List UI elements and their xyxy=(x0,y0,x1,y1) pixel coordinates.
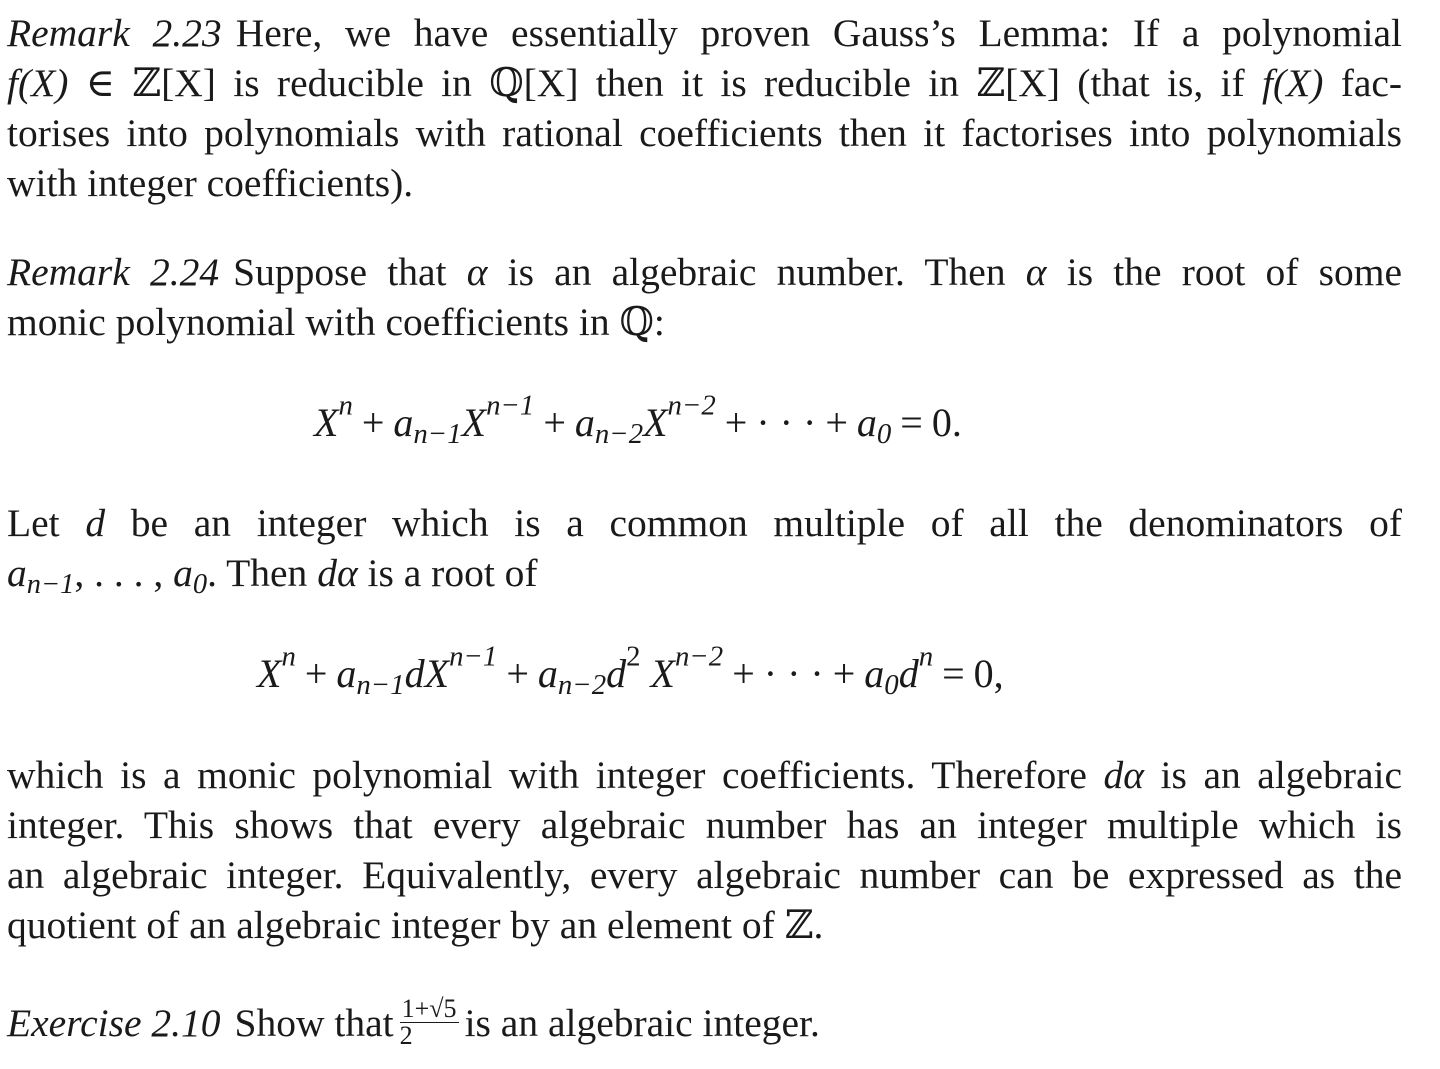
math-op: + xyxy=(825,400,848,445)
text: be an integer which is a common multiple of all the denominators of xyxy=(130,501,1403,545)
math-op: + xyxy=(506,651,529,696)
math-sup: n−1 xyxy=(449,640,498,673)
math-integers: ℤ. xyxy=(784,903,824,947)
remark-text: is reducible in xyxy=(233,61,472,105)
remark-2-23-line-1 xyxy=(7,8,1402,58)
remark-text: is an algebraic number. Then xyxy=(507,250,1006,294)
math-op: + xyxy=(724,400,748,445)
remark-text: is the root of some xyxy=(1066,250,1403,294)
math-sub: n−2 xyxy=(594,418,644,451)
remark-2-23-line-4: with integer coefficients). xyxy=(7,161,414,205)
remark-2-23-line-3: torises into polynomials with rational coefficients then it factorises into polynomials xyxy=(7,111,1402,155)
math-f-of-x: f(X) xyxy=(7,61,69,105)
math-op: + xyxy=(732,651,755,696)
paragraph-let-d-line-1 xyxy=(7,498,1402,548)
math-f-of-x: f(X) xyxy=(1261,61,1324,105)
math-integer-polynomial-ring: ℤ[X] xyxy=(976,61,1060,105)
math-var: a xyxy=(574,400,595,445)
exercise-label: Exercise 2.10 xyxy=(7,1001,221,1045)
math-dots: · · · xyxy=(756,400,817,445)
math-sub: n−1 xyxy=(26,569,75,601)
text: is a root of xyxy=(367,551,538,595)
math-d: d xyxy=(85,501,106,545)
math-sub: n−2 xyxy=(557,669,607,702)
math-sup: n−2 xyxy=(674,640,724,673)
math-rhs: 0, xyxy=(973,651,1004,696)
remark-2-24-line-2 xyxy=(7,297,1402,347)
math-var: a xyxy=(856,400,877,445)
math-rational-polynomial-ring: ℚ[X] xyxy=(489,61,579,105)
paragraph-conclusion-line-4 xyxy=(7,900,1402,950)
paragraph-conclusion-line-2: integer. This shows that every algebraic number has an integer multiple which is xyxy=(7,803,1402,847)
math-var: a xyxy=(173,551,193,595)
remark-2-24 xyxy=(7,247,1402,347)
math-var: d xyxy=(606,651,627,696)
math-sup: n xyxy=(918,640,934,673)
math-var: a xyxy=(336,651,357,696)
remark-label: Remark 2.24 xyxy=(7,250,220,294)
math-sup: n−2 xyxy=(667,389,716,422)
equation-monic-polynomial xyxy=(0,389,1440,451)
math-dots: , . . . , xyxy=(74,551,164,595)
text: . Then xyxy=(207,551,308,595)
remark-text: Here, we have essentially proven Gauss’s Lemma: If a polynomial xyxy=(235,11,1403,55)
paragraph-let-d-line-2 xyxy=(7,548,1402,601)
remark-text: Suppose that xyxy=(233,250,447,294)
paragraph-conclusion-line-1 xyxy=(7,750,1402,800)
math-integer-polynomial-ring: ℤ[X] xyxy=(132,61,216,105)
math-d-alpha: dα xyxy=(317,551,358,595)
fraction-denominator: 2 xyxy=(399,1021,413,1051)
remark-2-23-line-2 xyxy=(7,58,1402,108)
math-op: + xyxy=(832,651,856,696)
exercise-2-10-line-1 xyxy=(7,994,1402,1053)
math-sub: 0 xyxy=(192,569,208,601)
math-op: + xyxy=(543,400,566,445)
math-sub: n−1 xyxy=(413,418,462,451)
remark-label: Remark 2.23 xyxy=(7,11,222,55)
math-op: + xyxy=(304,651,328,696)
math-sup: n xyxy=(338,389,353,422)
remark-text: monic polynomial with coefficients in xyxy=(7,300,610,344)
remark-2-24-line-1 xyxy=(7,247,1402,297)
math-op: = xyxy=(900,400,923,445)
text: Show that xyxy=(234,1001,394,1045)
text: is an algebraic integer. xyxy=(464,1001,820,1045)
math-rhs: 0. xyxy=(931,400,962,445)
math-sub: 0 xyxy=(876,418,892,451)
math-var: dX xyxy=(404,651,450,696)
text: which is a monic polynomial with integer coefficients. Therefore xyxy=(7,753,1087,797)
math-var: X xyxy=(650,651,675,696)
math-var: a xyxy=(393,400,414,445)
math-sup: n xyxy=(281,640,296,673)
math-sub: 0 xyxy=(884,669,899,702)
math-var: X xyxy=(257,651,282,696)
paragraph-conclusion-line-3: an algebraic integer. Equivalently, every algebraic number can be expressed as the xyxy=(7,853,1402,897)
paragraph-let-d xyxy=(7,498,1403,601)
remark-2-23 xyxy=(7,8,1402,208)
exercise-2-10 xyxy=(7,994,1402,1053)
text: quotient of an algebraic integer by an element of xyxy=(7,903,775,947)
math-op: + xyxy=(361,400,385,445)
math-var: X xyxy=(314,400,339,445)
math-var: a xyxy=(537,651,558,696)
math-d-alpha: dα xyxy=(1103,753,1144,797)
text: is an algebraic xyxy=(1160,753,1403,797)
math-op: = xyxy=(942,651,965,696)
remark-text: (that is, if xyxy=(1077,61,1245,105)
golden-ratio-fraction xyxy=(400,996,459,1049)
equation-scaled-polynomial xyxy=(0,640,1440,702)
math-dots: · · · xyxy=(763,651,824,696)
math-sub: n−1 xyxy=(356,669,405,702)
math-alpha: α xyxy=(466,250,488,294)
math-element-of: ∈ xyxy=(85,61,115,105)
remark-text: fac- xyxy=(1340,61,1403,105)
math-rationals: ℚ: xyxy=(619,300,665,344)
math-var: d xyxy=(898,651,919,696)
math-sup: n−1 xyxy=(486,389,535,422)
math-var: a xyxy=(7,551,27,595)
paragraph-conclusion xyxy=(7,750,1402,950)
math-var: X xyxy=(461,400,487,445)
math-var: a xyxy=(864,651,885,696)
math-var: X xyxy=(643,400,668,445)
fraction-numerator: 1+√5 xyxy=(401,994,457,1024)
text: Let xyxy=(7,501,60,545)
math-sup: 2 xyxy=(626,640,641,673)
math-alpha: α xyxy=(1025,250,1047,294)
remark-text: then it is reducible in xyxy=(595,61,959,105)
